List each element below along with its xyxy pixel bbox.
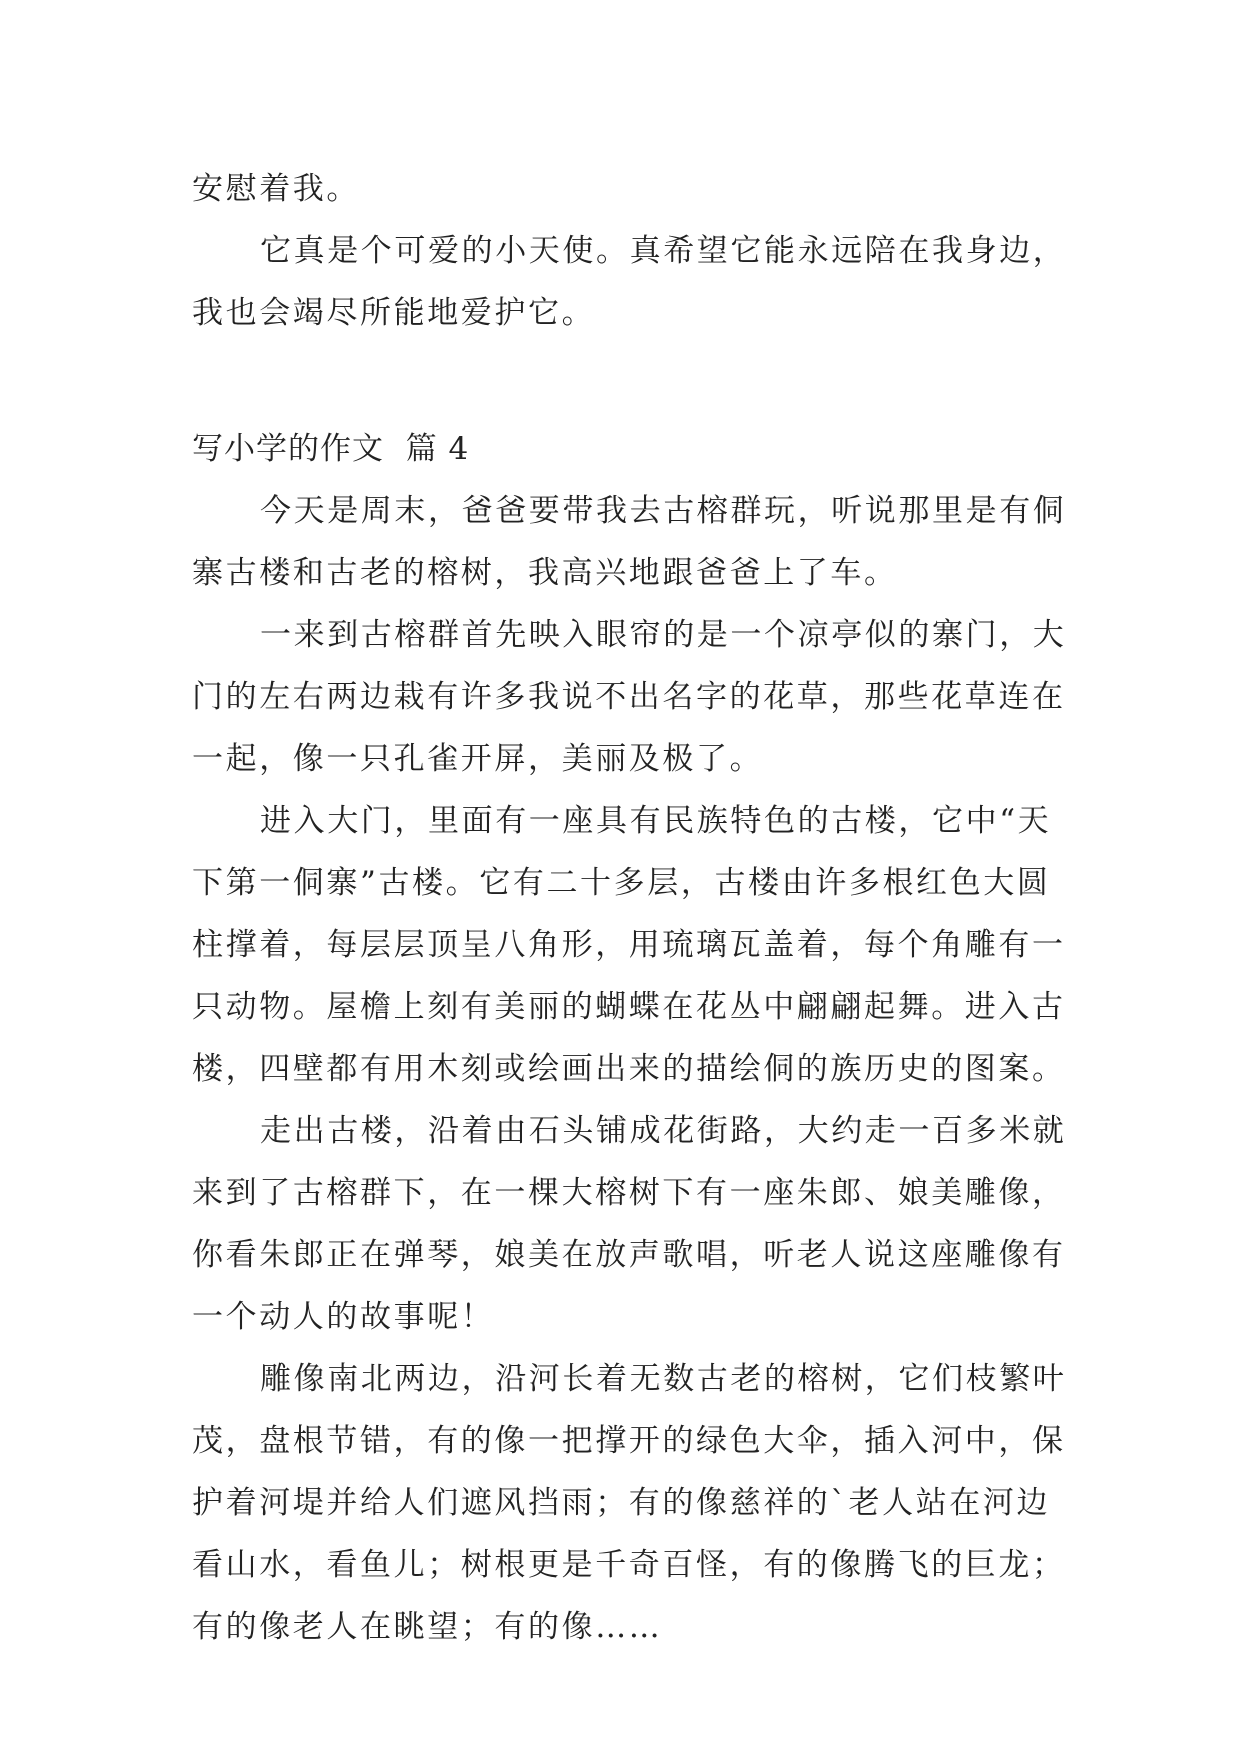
closing-paragraph — [192, 220, 1072, 344]
paragraph-line: 寨古楼和古老的榕树，我高兴地跟爸爸上了车。 — [192, 555, 898, 591]
paragraph-line: 护着河堤并给人们遮风挡雨；有的像慈祥的`老人站在河边 — [192, 1485, 1051, 1521]
paragraph-2 — [192, 604, 1072, 790]
paragraph-line: 你看朱郎正在弹琴，娘美在放声歌唱，听老人说这座雕像有 — [192, 1237, 1066, 1273]
paragraph-line: 安慰着我。 — [192, 171, 360, 207]
section-heading: 写小学的作文 篇 4 — [192, 431, 470, 467]
paragraph-line: 进入大门，里面有一座具有民族特色的古楼，它中“天 — [260, 803, 1052, 839]
paragraph-3 — [192, 790, 1072, 1100]
paragraph-5 — [192, 1348, 1072, 1658]
paragraph-line: 它真是个可爱的小天使。真希望它能永远陪在我身边， — [260, 233, 1067, 269]
paragraph-line: 今天是周末，爸爸要带我去古榕群玩，听说那里是有侗 — [260, 493, 1067, 529]
paragraph-line: 一个动人的故事呢！ — [192, 1299, 495, 1335]
paragraph-line: 下第一侗寨”古楼。它有二十多层，古楼由许多根红色大圆 — [192, 865, 1051, 901]
paragraph-line: 柱撑着，每层层顶呈八角形，用琉璃瓦盖着，每个角雕有一 — [192, 927, 1066, 963]
paragraph-line: 来到了古榕群下，在一棵大榕树下有一座朱郎、娘美雕像， — [192, 1175, 1066, 1211]
paragraph-line: 我也会竭尽所能地爱护它。 — [192, 295, 596, 331]
paragraph-line: 只动物。屋檐上刻有美丽的蝴蝶在花丛中翩翩起舞。进入古 — [192, 989, 1066, 1025]
document-page — [192, 158, 1072, 1658]
paragraph-line: 走出古楼，沿着由石头铺成花街路，大约走一百多米就 — [260, 1113, 1067, 1149]
paragraph-line: 一起，像一只孔雀开屏，美丽及极了。 — [192, 741, 764, 777]
paragraph-line: 看山水，看鱼儿；树根更是千奇百怪，有的像腾飞的巨龙； — [192, 1547, 1066, 1583]
paragraph-line: 有的像老人在眺望；有的像…… — [192, 1609, 663, 1645]
paragraph-line: 楼，四壁都有用木刻或绘画出来的描绘侗的族历史的图案。 — [192, 1051, 1066, 1087]
section-gap — [192, 344, 1072, 418]
paragraph-line: 茂，盘根节错，有的像一把撑开的绿色大伞，插入河中，保 — [192, 1423, 1066, 1459]
paragraph-line: 一来到古榕群首先映入眼帘的是一个凉亭似的寨门，大 — [260, 617, 1067, 653]
paragraph-line: 门的左右两边栽有许多我说不出名字的花草，那些花草连在 — [192, 679, 1066, 715]
paragraph-4 — [192, 1100, 1072, 1348]
paragraph-1 — [192, 480, 1072, 604]
paragraph-line: 雕像南北两边，沿河长着无数古老的榕树，它们枝繁叶 — [260, 1361, 1067, 1397]
